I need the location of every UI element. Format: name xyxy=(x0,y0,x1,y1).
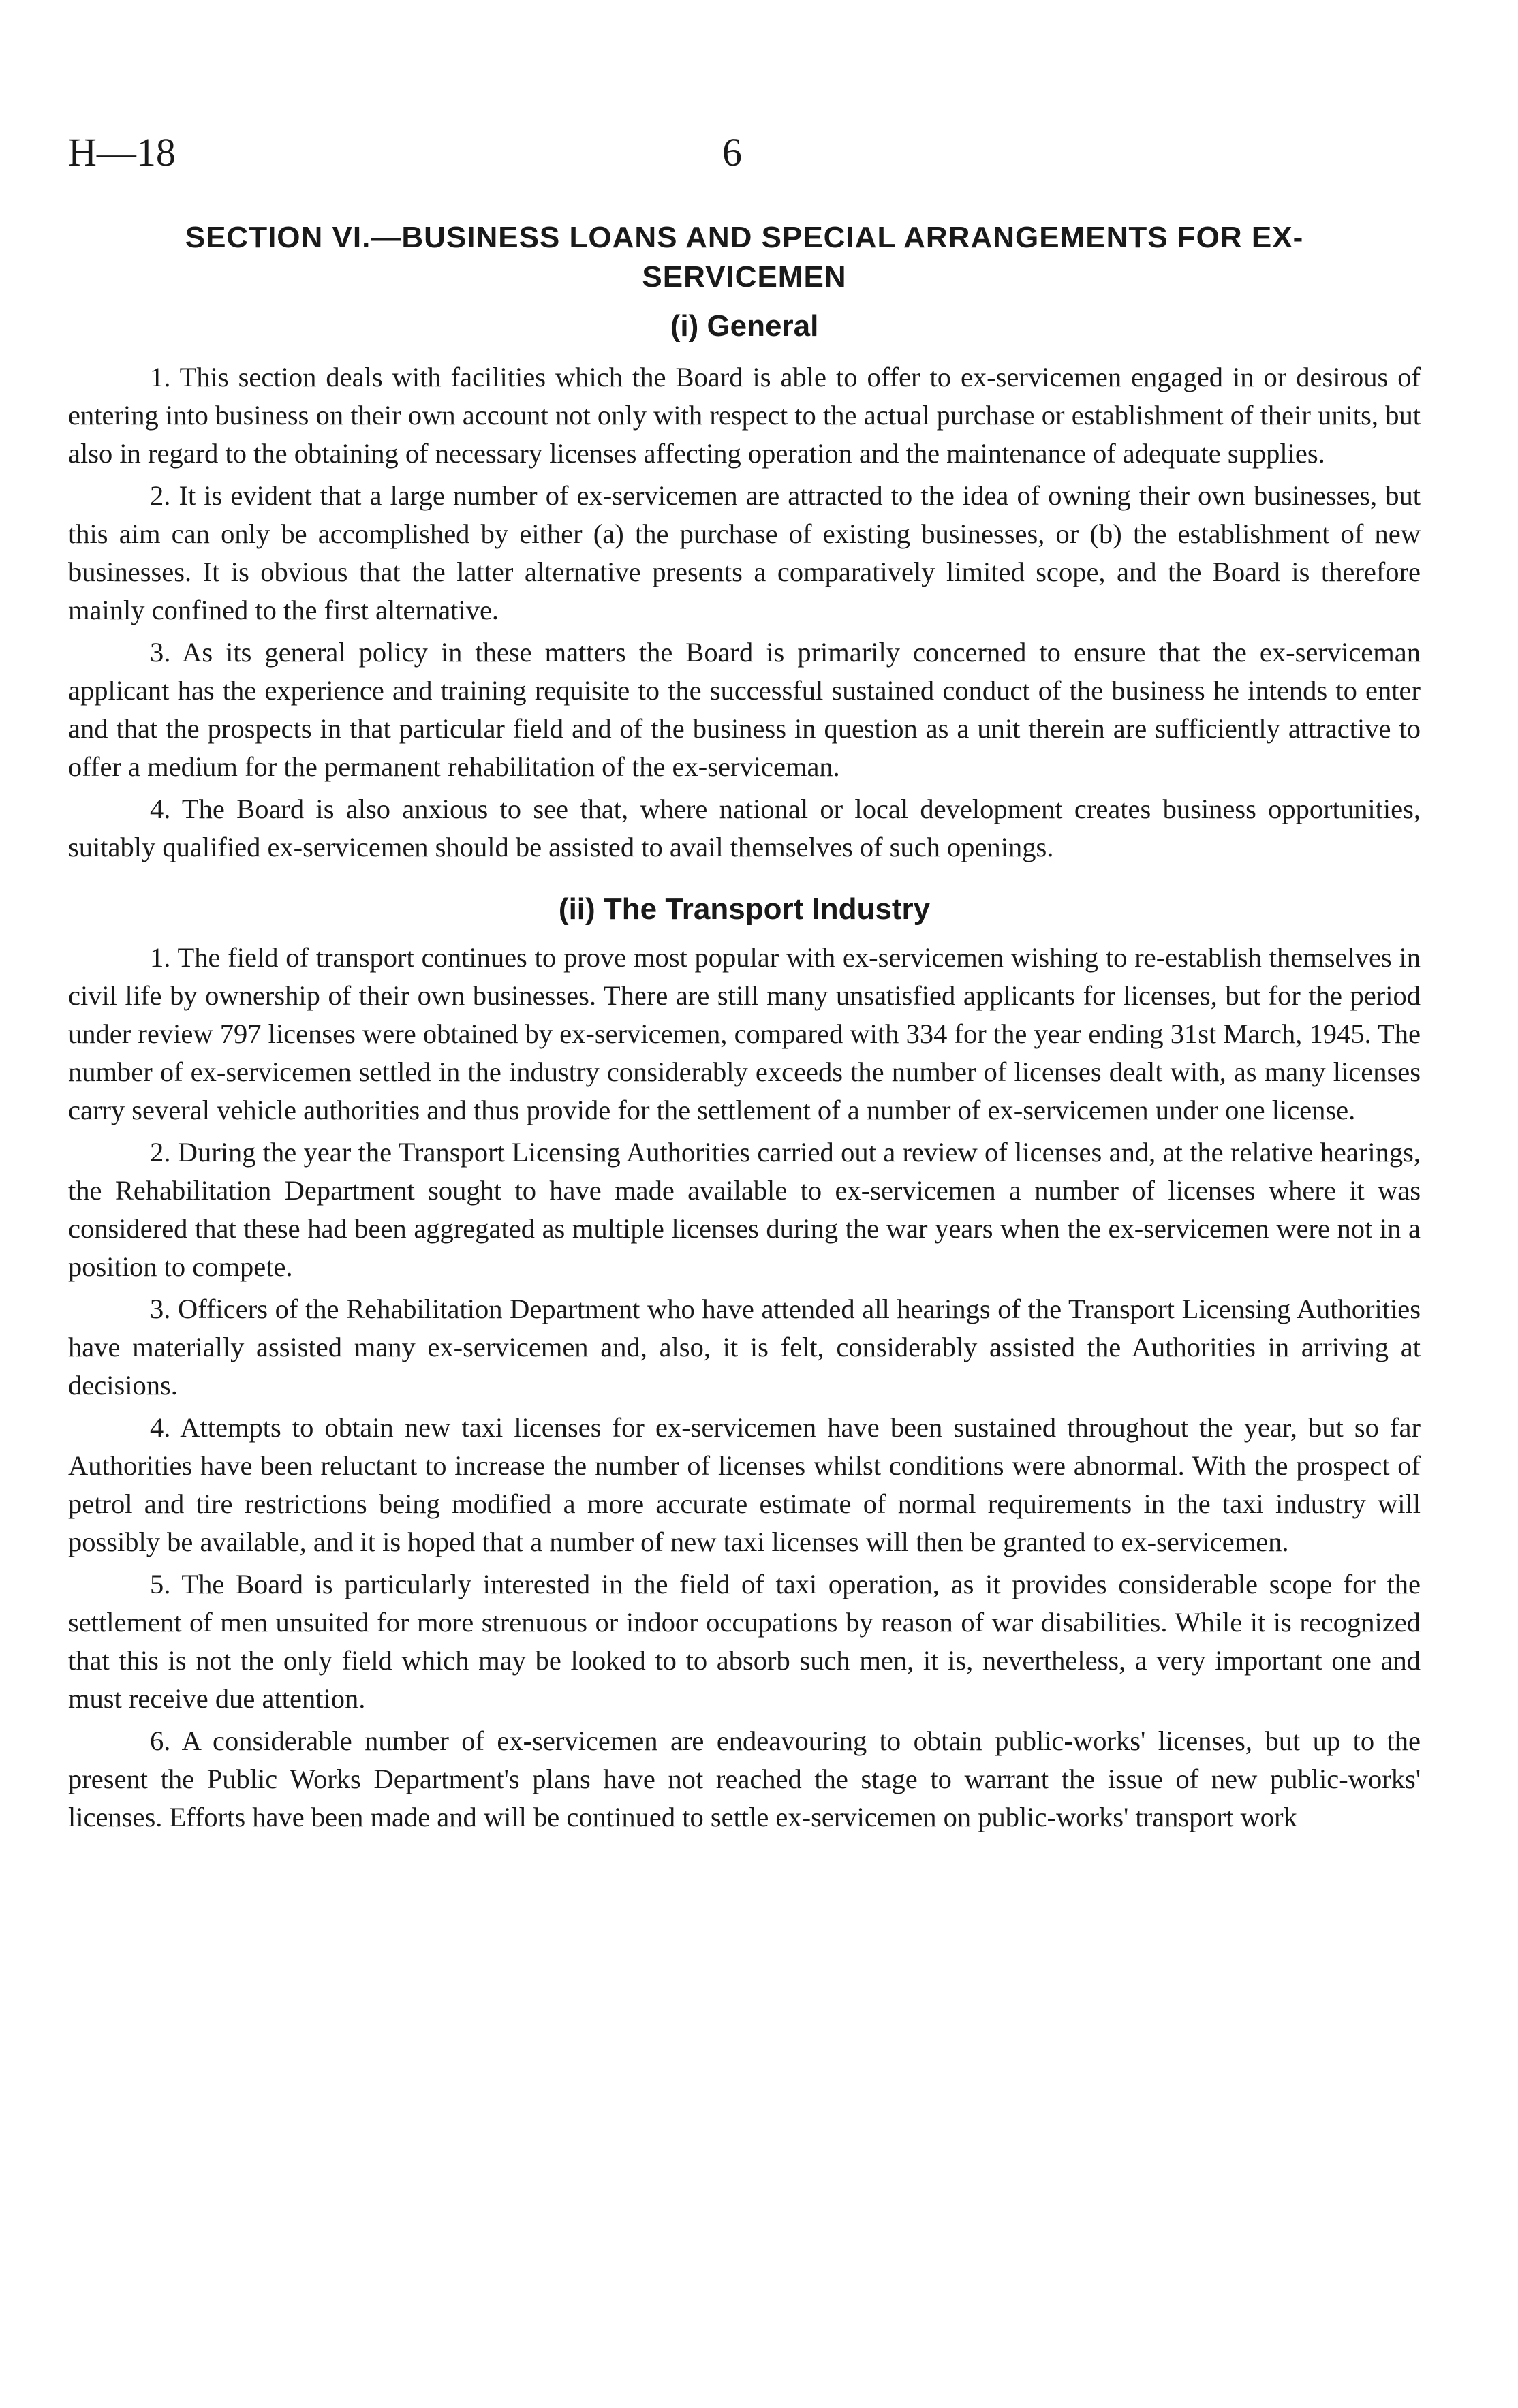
page-number: 6 xyxy=(722,130,742,174)
paragraph: 4. The Board is also anxious to see that, where national or local development creates business opportunities, suitably qualified ex-servicemen should be assisted to avail themselves of such openings. xyxy=(68,794,1421,862)
section-title-line: SECTION VI.—BUSINESS LOANS AND SPECIAL ARRANGEMENTS FOR EX- xyxy=(185,221,1304,254)
paragraph: 6. A considerable number of ex-servicemen are endeavouring to obtain public-works' licenses, but up to the present the Public Works Department's plans have not reached the stage to warrant the issue of new public-works' licenses. Efforts have been made and will be continued to settle ex-servicemen on public-works' transport work xyxy=(68,1725,1421,1832)
subheading-transport-industry: (ii) The Transport Industry xyxy=(558,892,931,926)
subheading-general: (i) General xyxy=(670,309,819,343)
paragraph: 3. Officers of the Rehabilitation Department who have attended all hearings of the Transport Licensing Authorities have materially assisted many ex-servicemen and, also, it is felt, considerably assisted the Authorities in arriving at decisions. xyxy=(68,1294,1421,1401)
paragraph: 1. The field of transport continues to prove most popular with ex-servicemen wishing to re-establish themselves in civil life by ownership of their own businesses. There are still many unsatisfied applicants for licenses, but for the period under review 797 licenses were obtained by ex-servicemen, compared with 334 for the year ending 31st March, 1945. The number of ex-servicemen settled in the industry considerably exceeds the number of licenses dealt with, as many licenses carry several vehicle authorities and thus provide for the settlement of a number of ex-servicemen under one license. xyxy=(68,942,1421,1125)
document-page xyxy=(68,129,1421,1841)
paragraph: 2. It is evident that a large number of ex-servicemen are attracted to the idea of owning their own businesses, but this aim can only be accomplished by either (a) the purchase of existing businesses, or (b) the establishment of new businesses. It is obvious that the latter alternative presents a comparatively limited scope, and the Board is therefore mainly confined to the first alternative. xyxy=(68,480,1421,625)
paragraph: 1. This section deals with facilities which the Board is able to offer to ex-servicemen engaged in or desirous of entering into business on their own account not only with respect to the actual purchase or establishment of their units, but also in regard to the obtaining of necessary licenses affecting operation and the maintenance of adequate supplies. xyxy=(68,362,1421,469)
paragraph: 2. During the year the Transport Licensing Authorities carried out a review of licenses and, at the relative hearings, the Rehabilitation Department sought to have made available to ex-servicemen a number of licenses where it was considered that these had been aggregated as multiple licenses during the war years when the ex-servicemen were not in a position to compete. xyxy=(68,1137,1421,1282)
section-title xyxy=(68,218,1421,297)
paragraph: 3. As its general policy in these matters the Board is primarily concerned to ensure that the ex-serviceman applicant has the experience and training requisite to the successful sustained conduct of the business he intends to enter and that the prospects in that particular field and of the business in question as a unit therein are sufficiently attractive to offer a medium for the permanent rehabilitation of the ex-serviceman. xyxy=(68,637,1421,782)
page-header xyxy=(68,129,1421,184)
paragraph: 4. Attempts to obtain new taxi licenses for ex-servicemen have been sustained throughout the year, but so far Authorities have been reluctant to increase the number of licenses whilst conditions were abnormal. With the prospect of petrol and tire restrictions being modified a more accurate estimate of normal requirements in the taxi industry will possibly be available, and it is hoped that a number of new taxi licenses will then be granted to ex-servicemen. xyxy=(68,1412,1421,1557)
section-title-line: SERVICEMEN xyxy=(642,260,847,294)
document-number: H—18 xyxy=(68,130,176,174)
paragraph: 5. The Board is particularly interested in the field of taxi operation, as it provides considerable scope for the settlement of men unsuited for more strenuous or indoor occupations by reason of war disabilities. While it is recognized that this is not the only field which may be looked to to absorb such men, it is, nevertheless, a very important one and must receive due attention. xyxy=(68,1569,1421,1714)
